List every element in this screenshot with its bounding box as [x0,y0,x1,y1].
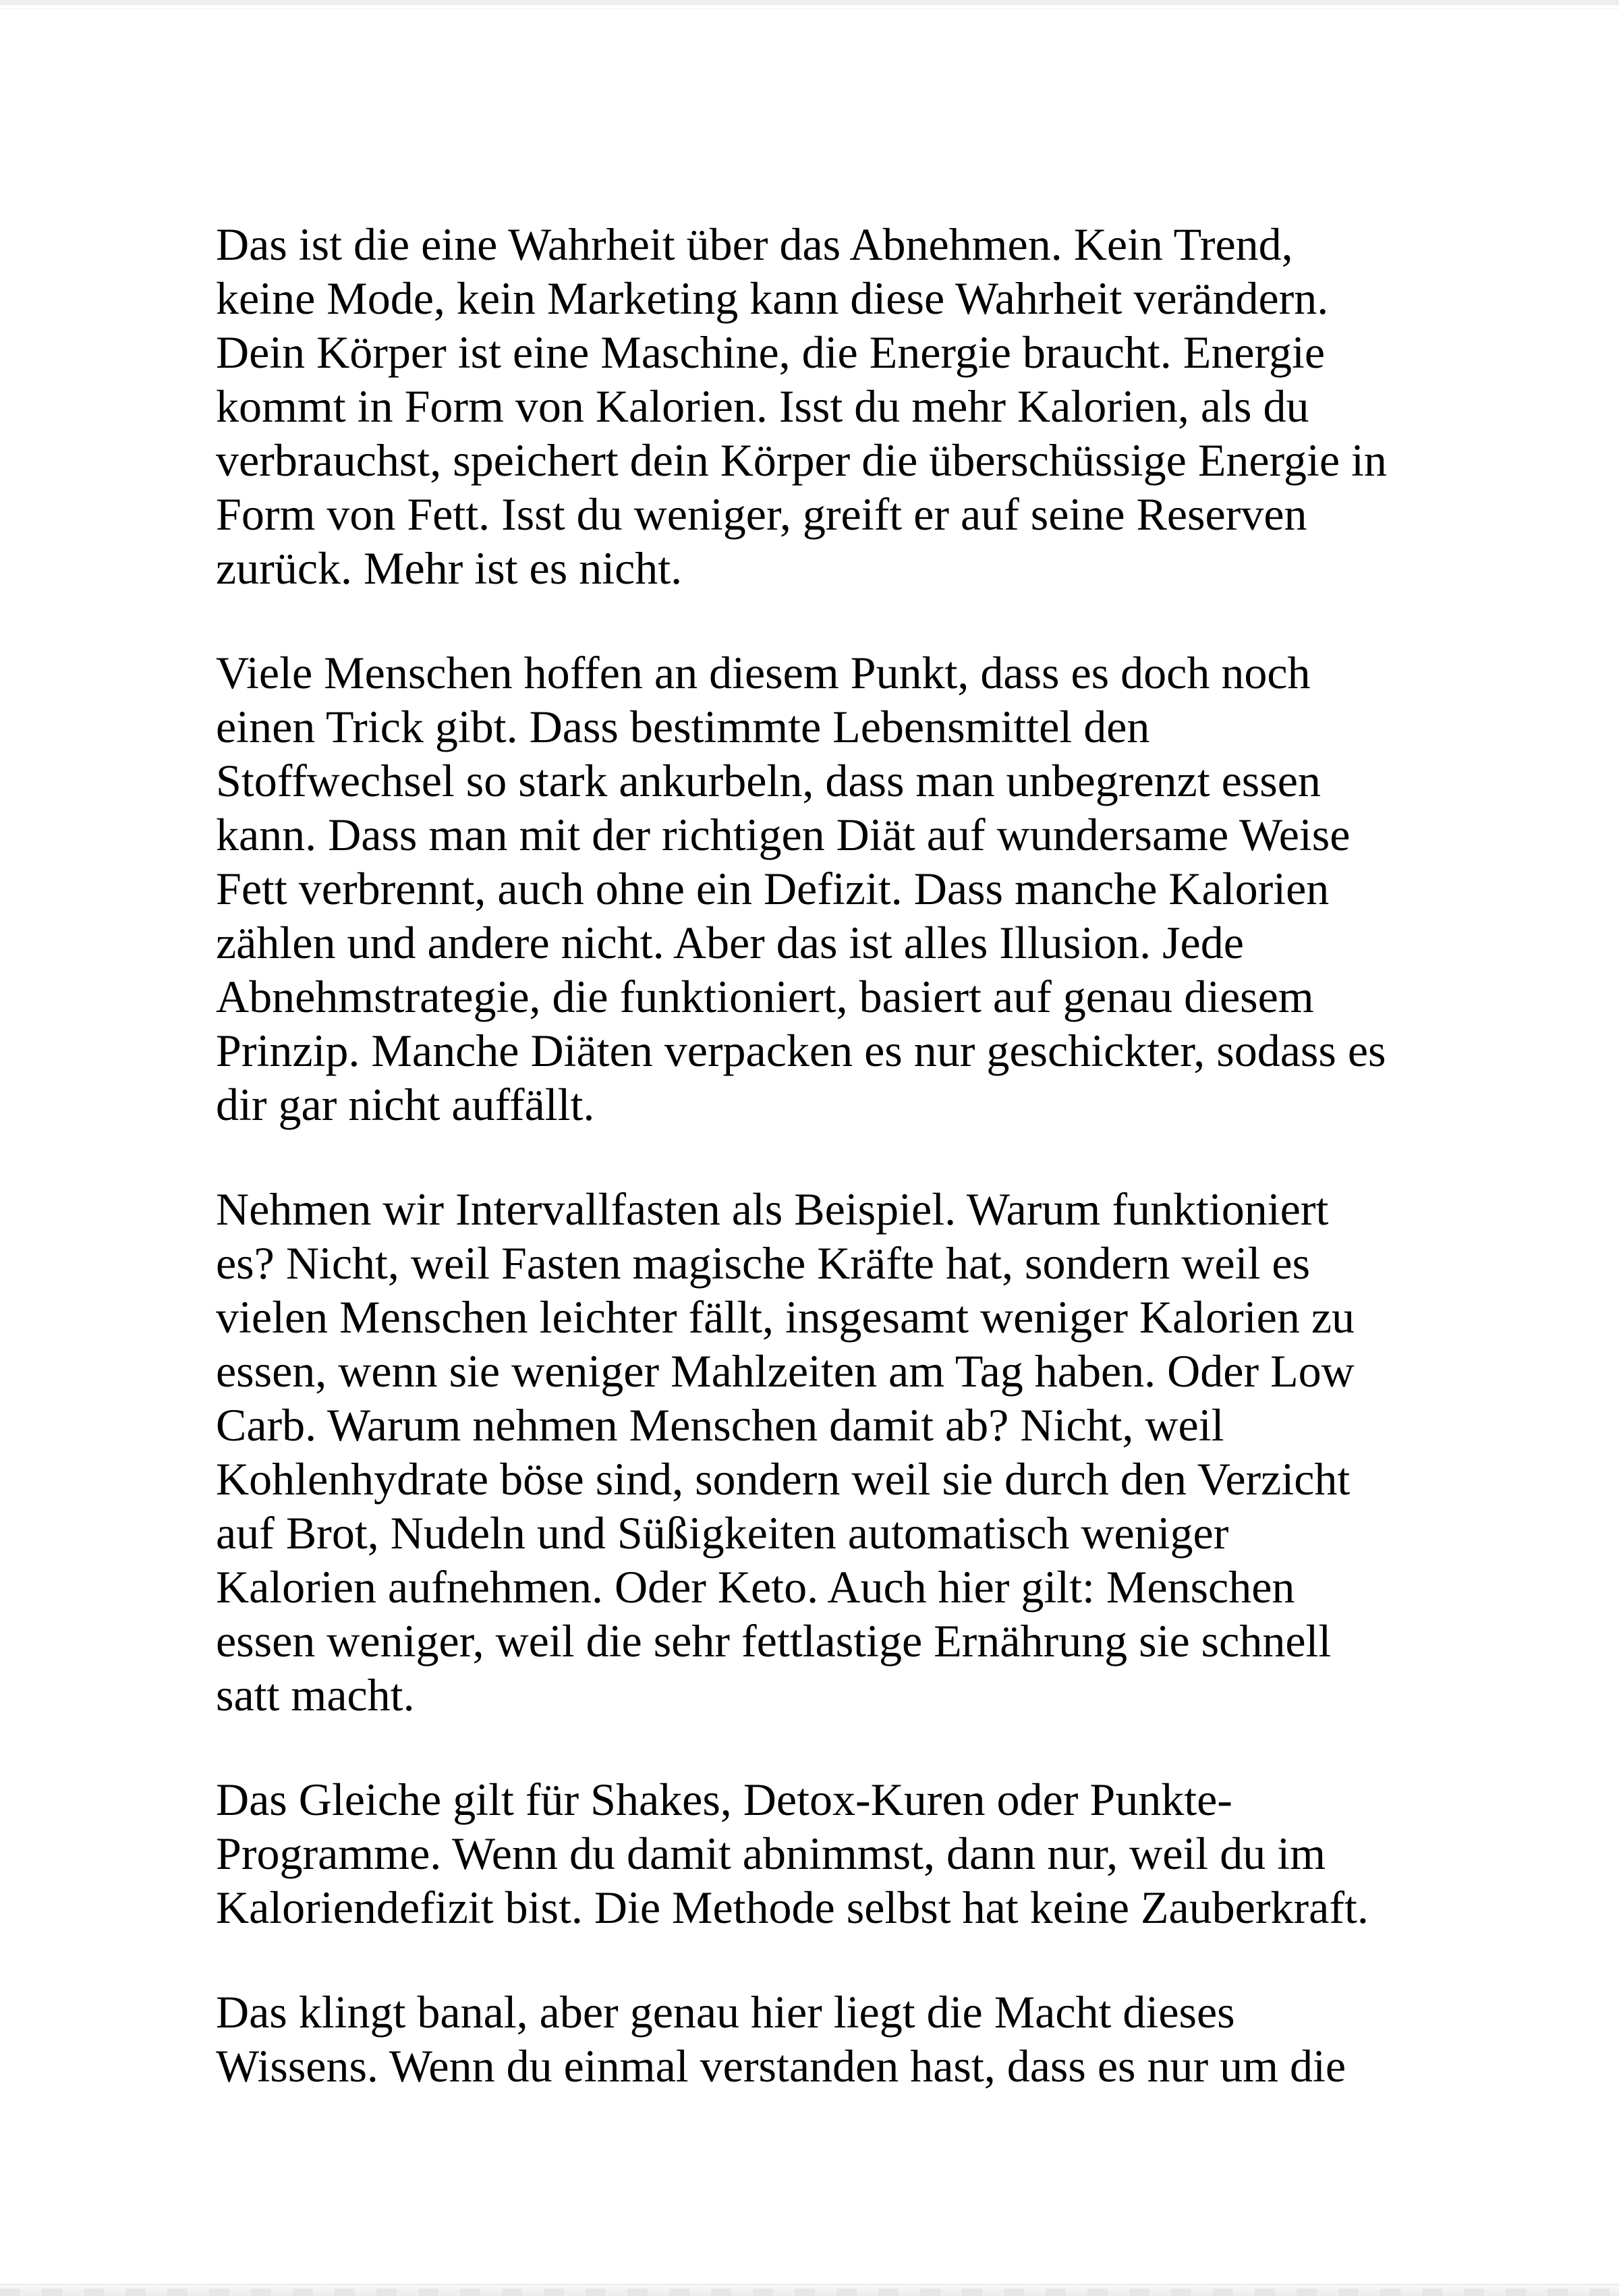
paragraph-1 [216,217,1387,595]
text-line: Das klingt banal, aber genau hier liegt die Macht dieses [216,1986,1235,2038]
text-line: Viele Menschen hoffen an diesem Punkt, dass es doch noch [216,647,1311,698]
paragraph-5 [216,1985,1387,2093]
text-line: vielen Menschen leichter fällt, insgesamt weniger Kalorien zu [216,1291,1355,1343]
paragraph-2 [216,646,1387,1131]
text-line: Carb. Warum nehmen Menschen damit ab? Nicht, weil [216,1399,1224,1451]
text-line: Wissens. Wenn du einmal verstanden hast, dass es nur um die [216,2040,1346,2092]
text-line: Kalorien aufnehmen. Oder Keto. Auch hier gilt: Menschen [216,1561,1295,1613]
paragraph-3 [216,1182,1387,1722]
text-line: essen weniger, weil die sehr fettlastige Ernährung sie schnell [216,1615,1332,1667]
text-line: Form von Fett. Isst du weniger, greift er auf seine Reserven [216,488,1307,540]
text-line: kann. Dass man mit der richtigen Diät auf wundersame Weise [216,809,1351,860]
text-line: zurück. Mehr ist es nicht. [216,542,683,594]
paragraph-4 [216,1772,1387,1934]
text-line: Programme. Wenn du damit abnimmst, dann nur, weil du im [216,1828,1326,1879]
text-line: Prinzip. Manche Diäten verpacken es nur geschickter, sodass es [216,1025,1386,1076]
text-line: auf Brot, Nudeln und Süßigkeiten automatisch weniger [216,1507,1229,1559]
top-edge-bar [0,0,1619,5]
text-line: Abnehmstrategie, die funktioniert, basiert auf genau diesem [216,971,1314,1022]
page-text [216,217,1387,2144]
text-line: keine Mode, kein Marketing kann diese Wahrheit verändern. [216,273,1329,324]
text-line: Dein Körper ist eine Maschine, die Energie braucht. Energie [216,327,1326,378]
text-line: Kohlenhydrate böse sind, sondern weil sie durch den Verzicht [216,1453,1351,1505]
cutoff-next-line [0,2284,1619,2296]
text-line: Das ist die eine Wahrheit über das Abnehmen. Kein Trend, [216,219,1293,270]
text-line: zählen und andere nicht. Aber das ist alles Illusion. Jede [216,917,1244,968]
text-line: kommt in Form von Kalorien. Isst du mehr Kalorien, als du [216,381,1309,432]
text-line: verbrauchst, speichert dein Körper die überschüssige Energie in [216,435,1387,486]
text-line: satt macht. [216,1669,415,1720]
text-line: essen, wenn sie weniger Mahlzeiten am Tag haben. Oder Low [216,1345,1355,1397]
text-line: dir gar nicht auffällt. [216,1079,595,1130]
text-line: Kaloriendefizit bist. Die Methode selbst hat keine Zauberkraft. [216,1882,1369,1933]
text-line: Das Gleiche gilt für Shakes, Detox-Kuren oder Punkte- [216,1774,1232,1825]
text-line: Stoffwechsel so stark ankurbeln, dass man unbegrenzt essen [216,755,1321,806]
text-line: Fett verbrennt, auch ohne ein Defizit. Dass manche Kalorien [216,863,1330,914]
text-line: einen Trick gibt. Dass bestimmte Lebensmittel den [216,701,1150,752]
text-line: Nehmen wir Intervallfasten als Beispiel. Warum funktioniert [216,1183,1329,1235]
text-line: es? Nicht, weil Fasten magische Kräfte hat, sondern weil es [216,1237,1311,1289]
